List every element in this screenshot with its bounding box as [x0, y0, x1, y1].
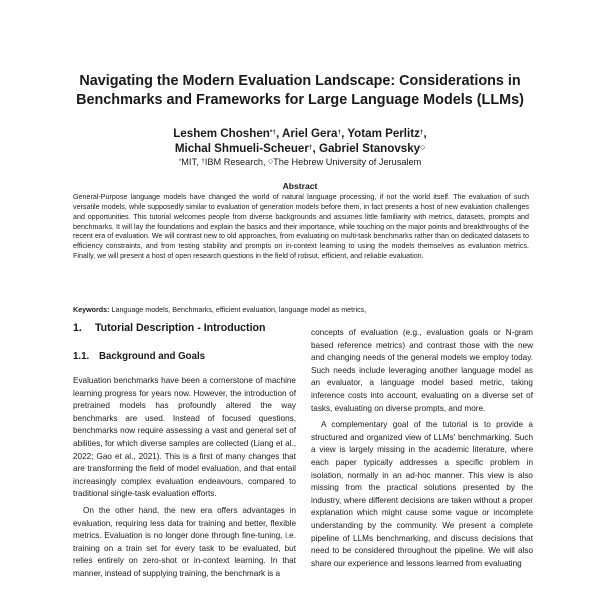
paragraph: Evaluation benchmarks have been a cornerstone of machine learning progress for years now. However, the introduction of pretrained models has profoundly altered the way benchmarks are used. Instead of focused questions, benchmarks now require assessing a vast and general set of abilities, for which diverse samples are collected (Liang et al., 2022; Gao et al., 2021). This is a first of many changes that are transforming the field of model evaluation, and that entail increasingly complex evaluation endeavours, compared to traditional single-task evaluation efforts. — [73, 376, 296, 499]
author: Yotam Perlitz† — [347, 127, 424, 140]
left-column — [73, 375, 296, 581]
paper-title: Navigating the Modern Evaluation Landscape: Considerations in Benchmarks and Frameworks for Large Language Models (LLMs) — [76, 73, 524, 108]
subsection-heading: 1.1. Background and Goals — [73, 351, 206, 362]
section-heading: 1. Tutorial Description - Introduction — [73, 322, 266, 334]
keywords — [73, 305, 529, 315]
author: Ariel Gera† — [282, 127, 342, 140]
author-line-1: Leshem Choshen*†, Ariel Gera†, Yotam Perlitz†, — [173, 127, 427, 140]
author: Gabriel Stanovsky◇ — [318, 142, 426, 155]
right-column — [311, 327, 533, 570]
author-list — [100, 126, 500, 156]
keywords-text: Language models, Benchmarks, efficient evaluation, language model as metrics, — [111, 306, 367, 314]
author-line-2: Michal Shmueli-Scheuer†, Gabriel Stanovsky◇ — [174, 142, 426, 155]
keywords-label: Keywords: — [73, 306, 110, 314]
author: Leshem Choshen*† — [173, 127, 277, 140]
affiliations: *MIT, †IBM Research, ◇The Hebrew University of Jerusalem — [178, 157, 422, 167]
author: Michal Shmueli-Scheuer† — [174, 142, 313, 155]
paragraph: On the other hand, the new era offers advantages in evaluation, requiring less data for training and better, flexible metrics. Evaluation is no longer done through fine-tuning, i.e. training on a train set for every task to be evaluated, but relies entirely on zero-shot or in-context learning. In that manner, instead of supplying training, the benchmark is a — [73, 505, 296, 578]
paragraph: A complementary goal of the tutorial is to provide a structured and organized view of LLMs' benchmarking. Such a view is largely missing in the academic literature, where each paper typically addresses a specific problem in isolation, normally in an ad-hoc manner. This view is also missing from the practical solutions presented by the industry, where different decisions are taken without a proper explanation which might cause some vague or incomplete understanding by the community. We present a complete pipeline of LLMs benchmarking, and discuss decisions that need to be considered throughout the pipeline. We will also share our experience and lessons learned from evaluating — [311, 420, 533, 568]
abstract-text: General-Purpose language models have changed the world of natural language processing, if not the world itself. The evaluation of such versatile models, while supposedly similar to evaluation of generation models before them, in fact presents a host of new evaluation challenges and opportunities. This tutorial welcomes people from diverse backgrounds and assumes little familiarity with metrics, datasets, prompts and benchmarks. It will lay the foundations and explain the basics and their importance, while touching on the major points and breakthroughs of the recent era of evaluation. We will contrast new to old approaches, from evaluating on multi-task benchmarks rather than on dedicated datasets to efficiency constraints, and from testing stability and prompts on in-context learning to using the models themselves as evaluation metrics. Finally, we will present a host of open research questions in the field of robsut, efficient, and reliable evaluation. — [73, 193, 529, 261]
paragraph: concepts of evaluation (e.g., evaluation goals or N-gram based reference metrics) and contrast those with the new and changing needs of the general models we employ today. Such needs include leveraging another language model as an evaluator, a language model based metric, taking inference costs into account, evaluating on a diverse set of tasks, evaluating on diverse prompts, and more. — [311, 328, 533, 413]
abstract-heading: Abstract — [282, 181, 318, 191]
